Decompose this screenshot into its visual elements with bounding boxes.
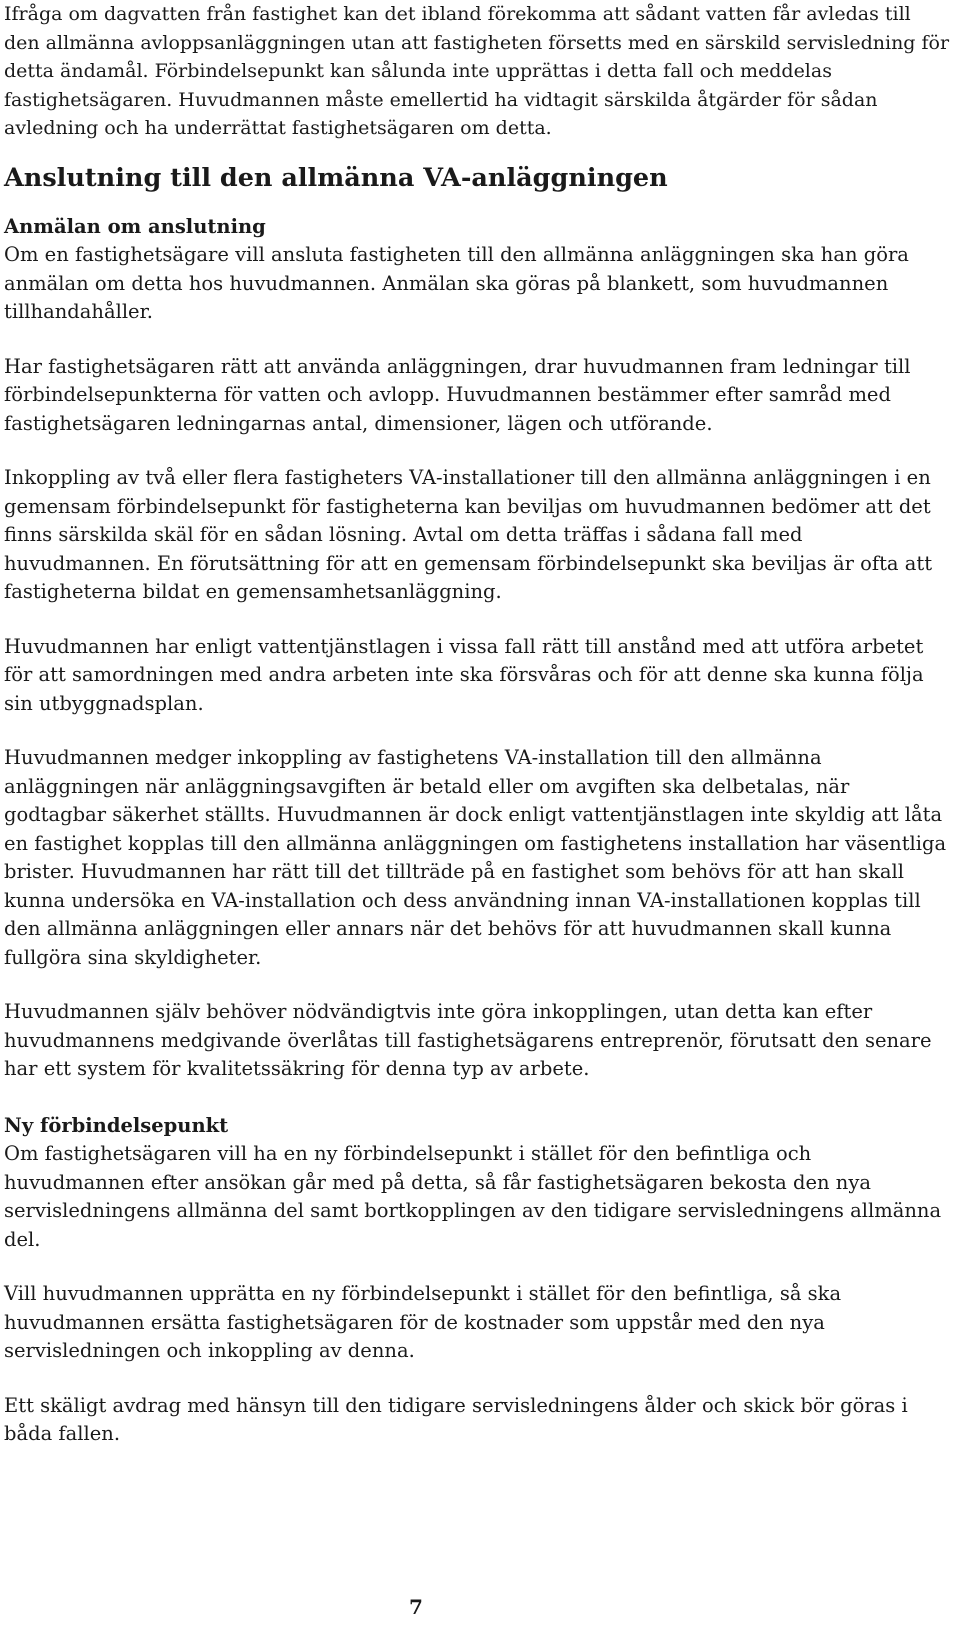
paragraph: Vill huvudmannen upprätta en ny förbindelsepunkt i stället för den befintliga, så ska huvudmannen ersätta fastighetsägaren för de kostnader som uppstår med den nya servisledningen och inkoppling av denna.	[4, 1282, 842, 1362]
section-heading-ny-forbindelsepunkt: Ny förbindelsepunkt	[4, 1113, 229, 1137]
page-number: 7	[409, 1595, 423, 1619]
document-page	[4, 0, 950, 1475]
paragraph: Huvudmannen har enligt vattentjänstlagen i vissa fall rätt till anstånd med att utföra arbetet för att samordningen med andra arbeten inte ska försvåras och för att denne ska kunna följa sin utbyggnadsplan.	[4, 634, 924, 715]
paragraph: Huvudmannen medger inkoppling av fastighetens VA-installation till den allmänna anläggningen när anläggningsavgiften är betald eller om avgiften ska delbetalas, när godtagbar säkerhet ställts. Huvudmannen är dock enligt vattentjänstlagen inte skyldig att låta en fastighet kopplas till den allmänna anläggningen om fastighetens installation har väsentliga brister. Huvudmannen har rätt till det tillträde på en fastighet som behövs för att han skall kunna undersöka en VA-installation och dess användning innan VA-installationen kopplas till den allmänna anläggningen eller annars när det behövs för att huvudmannen skall kunna fullgöra sina skyldigheter.	[4, 746, 947, 969]
page-title: Anslutning till den allmänna VA-anläggningen	[4, 162, 668, 193]
section-heading-anmalan: Anmälan om anslutning	[4, 214, 266, 238]
paragraph: Om fastighetsägaren vill ha en ny förbindelsepunkt i stället för den befintliga och huvudmannen efter ansökan går med på detta, så får fastighetsägaren bekosta den nya servisledningens allmänna del samt bortkopplingen av den tidigare servisledningens allmänna del.	[4, 1142, 942, 1251]
paragraph: Har fastighetsägaren rätt att använda anläggningen, drar huvudmannen fram ledningar till förbindelsepunkterna för vatten och avlopp. Huvudmannen bestämmer efter samråd med fastighetsägaren ledningarnas antal, dimensioner, lägen och utförande.	[4, 354, 911, 435]
paragraph: Ett skäligt avdrag med hänsyn till den tidigare servisledningens ålder och skick bör göras i båda fallen.	[4, 1393, 908, 1445]
paragraph: Om en fastighetsägare vill ansluta fastigheten till den allmänna anläggningen ska han göra anmälan om detta hos huvudmannen. Anmälan ska göras på blankett, som huvudmannen tillhandahåller.	[4, 243, 909, 323]
intro-paragraph: Ifråga om dagvatten från fastighet kan det ibland förekomma att sådant vatten får avledas till den allmänna avloppsanläggningen utan att fastigheten försetts med en särskild servisledning för detta ändamål. Förbindelsepunkt kan sålunda inte upprättas i detta fall och meddelas fastighetsägaren. Huvudmannen måste emellertid ha vidtagit särskilda åtgärder för sådan avledning och ha underrättat fastighetsägaren om detta.	[4, 3, 950, 139]
paragraph: Inkoppling av två eller flera fastigheters VA-installationer till den allmänna anläggningen i en gemensam förbindelsepunkt för fastigheterna kan beviljas om huvudmannen bedömer att det finns särskilda skäl för en sådan lösning. Avtal om detta träffas i sådana fall med huvudmannen. En förutsättning för att en gemensam förbindelsepunkt ska beviljas är ofta att fastigheterna bildat en gemensamhetsanläggning.	[4, 466, 933, 603]
paragraph: Huvudmannen själv behöver nödvändigtvis inte göra inkopplingen, utan detta kan efter huvudmannens medgivande överlåtas till fastighetsägarens entreprenör, förutsatt den senare har ett system för kvalitetssäkring för denna typ av arbete.	[4, 1000, 932, 1080]
